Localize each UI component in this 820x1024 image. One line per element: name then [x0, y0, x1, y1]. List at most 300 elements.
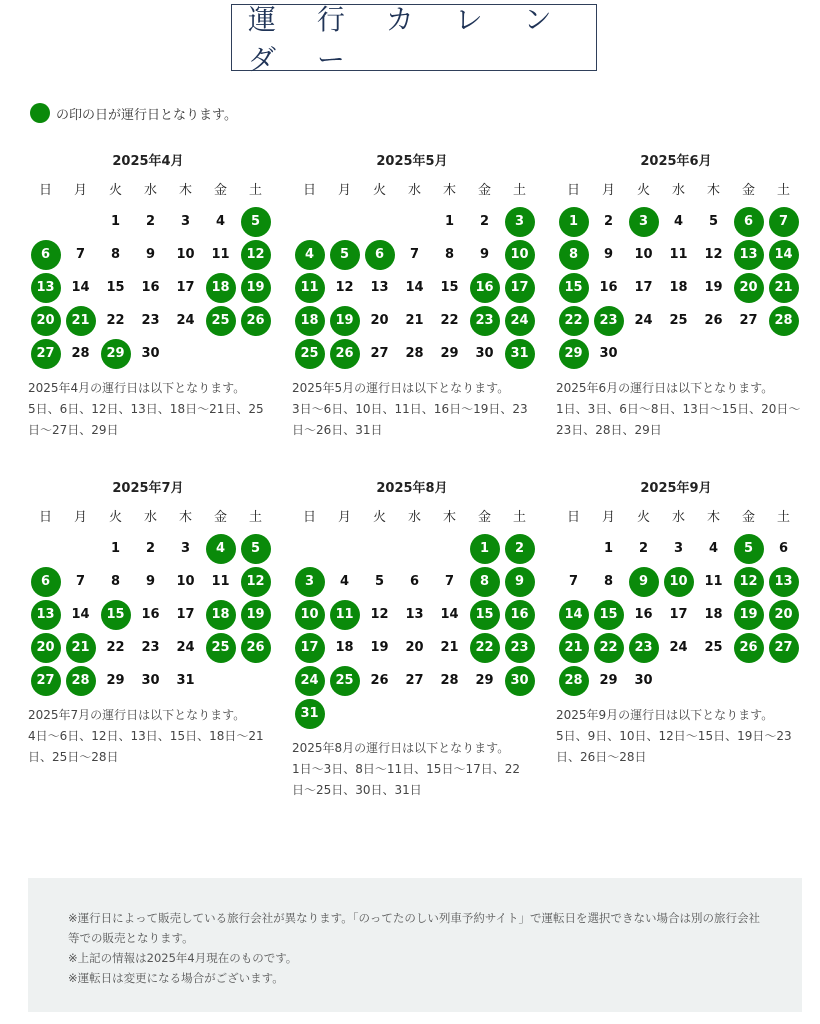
day-cell	[432, 598, 467, 631]
run-days-list: 1日、3日、6日〜8日、13日〜15日、20日〜23日、28日、29日	[556, 402, 801, 437]
day-number: 19	[734, 600, 764, 630]
day-number: 25	[295, 339, 325, 369]
day-cell	[98, 664, 133, 697]
day-grid	[292, 205, 532, 370]
day-cell-run	[591, 304, 626, 337]
day-number: 21	[559, 633, 589, 663]
day-cell-run	[626, 565, 661, 598]
day-number: 2	[603, 214, 614, 229]
day-number: 20	[31, 306, 61, 336]
day-number: 25	[669, 313, 688, 328]
day-cell	[626, 532, 661, 565]
day-cell	[432, 205, 467, 238]
legend-dot-icon	[30, 103, 50, 123]
day-cell-run	[28, 271, 63, 304]
weekday-label: 月	[337, 183, 351, 198]
day-number: 2	[145, 541, 156, 556]
weekday-header	[292, 183, 532, 199]
day-number: 1	[559, 207, 589, 237]
weekday-label: 日	[38, 183, 52, 198]
day-number: 22	[470, 633, 500, 663]
day-number: 26	[241, 306, 271, 336]
day-cell	[591, 532, 626, 565]
day-number: 12	[370, 607, 389, 622]
day-cell	[432, 238, 467, 271]
day-number: 22	[559, 306, 589, 336]
day-number: 30	[141, 346, 160, 361]
day-number: 20	[405, 640, 424, 655]
weekday-label: 金	[213, 510, 227, 525]
weekday-label: 日	[302, 183, 316, 198]
day-number: 24	[505, 306, 535, 336]
day-cell-run	[502, 565, 537, 598]
day-cell-run	[292, 238, 327, 271]
day-cell	[203, 565, 238, 598]
day-cell	[168, 565, 203, 598]
day-cell-run	[556, 664, 591, 697]
day-cell-run	[292, 631, 327, 664]
day-cell-run	[591, 598, 626, 631]
day-cell	[133, 565, 168, 598]
day-cell-run	[203, 304, 238, 337]
day-cell	[696, 631, 731, 664]
day-number: 25	[206, 306, 236, 336]
day-number: 3	[180, 214, 191, 229]
day-number: 9	[505, 567, 535, 597]
day-number: 23	[141, 313, 160, 328]
day-cell	[133, 304, 168, 337]
day-cell-run	[292, 697, 327, 730]
run-days-intro: 2025年9月の運行日は以下となります。	[556, 708, 774, 722]
day-number: 15	[559, 273, 589, 303]
day-cell	[63, 238, 98, 271]
day-cell	[168, 664, 203, 697]
page-title: 運 行 カ レ ン ダ ー	[248, 2, 568, 76]
day-cell-run	[28, 304, 63, 337]
day-cell	[362, 664, 397, 697]
day-number: 10	[634, 247, 653, 262]
day-number: 26	[734, 633, 764, 663]
day-number: 25	[704, 640, 723, 655]
day-cell-run	[556, 271, 591, 304]
day-number: 17	[634, 280, 653, 295]
day-number: 29	[106, 673, 125, 688]
day-cell-run	[556, 598, 591, 631]
day-number: 12	[734, 567, 764, 597]
weekday-label: 月	[73, 183, 87, 198]
day-number: 23	[629, 633, 659, 663]
day-number: 18	[206, 273, 236, 303]
day-cell-run	[661, 565, 696, 598]
day-number: 3	[673, 541, 684, 556]
day-number: 3	[180, 541, 191, 556]
day-cell	[591, 205, 626, 238]
weekday-label: 月	[337, 510, 351, 525]
day-number: 12	[241, 240, 271, 270]
day-grid	[28, 532, 268, 697]
day-number: 13	[734, 240, 764, 270]
day-number: 9	[629, 567, 659, 597]
day-number: 4	[339, 574, 350, 589]
day-number: 19	[241, 273, 271, 303]
day-cell-run	[238, 532, 273, 565]
day-number: 17	[295, 633, 325, 663]
day-cell-run	[28, 337, 63, 370]
day-cell	[731, 304, 766, 337]
day-number: 10	[505, 240, 535, 270]
day-number: 23	[505, 633, 535, 663]
day-cell-run	[327, 598, 362, 631]
day-number: 3	[505, 207, 535, 237]
month-calendar	[556, 480, 796, 768]
weekday-label: 土	[512, 510, 526, 525]
day-cell	[661, 532, 696, 565]
weekday-label: 木	[442, 510, 456, 525]
weekday-header	[28, 510, 268, 526]
run-days-note	[28, 705, 273, 768]
day-number: 9	[479, 247, 490, 262]
weekday-header	[292, 510, 532, 526]
weekday-label: 水	[143, 183, 157, 198]
day-cell-run	[502, 238, 537, 271]
weekday-label: 水	[143, 510, 157, 525]
weekday-label: 日	[566, 183, 580, 198]
day-cell	[397, 598, 432, 631]
day-cell-run	[98, 337, 133, 370]
day-number: 19	[241, 600, 271, 630]
weekday-label: 水	[407, 510, 421, 525]
run-days-note	[292, 738, 537, 801]
day-cell	[467, 337, 502, 370]
day-cell-run	[731, 565, 766, 598]
run-days-intro: 2025年5月の運行日は以下となります。	[292, 381, 510, 395]
day-number: 16	[470, 273, 500, 303]
day-number: 3	[295, 567, 325, 597]
day-number: 10	[176, 247, 195, 262]
day-number: 30	[141, 673, 160, 688]
day-number: 28	[769, 306, 799, 336]
day-cell-empty	[63, 532, 98, 565]
day-number: 14	[71, 607, 90, 622]
run-days-note	[28, 378, 273, 441]
day-cell	[626, 664, 661, 697]
day-number: 13	[405, 607, 424, 622]
day-cell-empty	[432, 532, 467, 565]
day-cell	[467, 664, 502, 697]
day-cell	[696, 205, 731, 238]
day-cell	[98, 631, 133, 664]
day-cell-run	[327, 238, 362, 271]
month-calendar	[292, 480, 532, 801]
day-number: 28	[71, 346, 90, 361]
day-cell	[696, 532, 731, 565]
day-number: 6	[734, 207, 764, 237]
day-cell-run	[502, 598, 537, 631]
day-cell-run	[731, 631, 766, 664]
day-cell-run	[292, 304, 327, 337]
day-number: 6	[31, 240, 61, 270]
footer-note: ※運行日によって販売している旅行会社が異なります。「のってたのしい列車予約サイト」で運転日を選択できない場合は別の旅行会社等での販売となります。	[68, 911, 761, 945]
day-cell	[661, 205, 696, 238]
day-cell	[168, 304, 203, 337]
day-cell	[327, 631, 362, 664]
day-number: 13	[31, 600, 61, 630]
day-number: 9	[603, 247, 614, 262]
month-calendar	[292, 153, 532, 441]
run-days-note	[556, 705, 801, 768]
weekday-label: 火	[636, 510, 650, 525]
day-cell-empty	[28, 532, 63, 565]
day-cell	[766, 532, 801, 565]
day-cell	[133, 238, 168, 271]
run-days-list: 3日〜6日、10日、11日、16日〜19日、23日〜26日、31日	[292, 402, 528, 437]
day-number: 1	[470, 534, 500, 564]
day-cell	[397, 631, 432, 664]
day-number: 8	[444, 247, 455, 262]
day-number: 24	[176, 313, 195, 328]
day-cell	[556, 565, 591, 598]
day-cell	[133, 532, 168, 565]
weekday-label: 火	[108, 183, 122, 198]
day-number: 20	[31, 633, 61, 663]
day-number: 29	[599, 673, 618, 688]
day-number: 26	[704, 313, 723, 328]
run-days-note	[556, 378, 801, 441]
run-days-intro: 2025年6月の運行日は以下となります。	[556, 381, 774, 395]
day-number: 9	[145, 247, 156, 262]
day-cell	[397, 565, 432, 598]
day-cell	[362, 565, 397, 598]
day-cell	[168, 532, 203, 565]
day-cell-empty	[28, 205, 63, 238]
day-cell	[696, 598, 731, 631]
weekday-label: 月	[601, 510, 615, 525]
day-cell-run	[28, 664, 63, 697]
weekday-label: 火	[372, 183, 386, 198]
month-title: 2025年5月	[376, 154, 448, 169]
day-cell-run	[203, 532, 238, 565]
day-cell	[63, 271, 98, 304]
day-cell-empty	[292, 205, 327, 238]
day-cell	[133, 664, 168, 697]
day-cell	[327, 271, 362, 304]
day-cell-run	[766, 238, 801, 271]
day-number: 5	[241, 534, 271, 564]
run-days-list: 5日、6日、12日、13日、18日〜21日、25日〜27日、29日	[28, 402, 264, 437]
day-number: 12	[704, 247, 723, 262]
day-number: 27	[405, 673, 424, 688]
day-grid	[556, 205, 796, 370]
month-title: 2025年6月	[640, 154, 712, 169]
day-cell	[626, 304, 661, 337]
day-number: 22	[106, 313, 125, 328]
day-number: 16	[141, 607, 160, 622]
day-number: 15	[101, 600, 131, 630]
day-number: 11	[669, 247, 688, 262]
run-days-intro: 2025年8月の運行日は以下となります。	[292, 741, 510, 755]
day-cell	[432, 304, 467, 337]
day-cell	[397, 271, 432, 304]
day-cell	[362, 271, 397, 304]
day-cell	[168, 271, 203, 304]
day-cell	[362, 598, 397, 631]
day-number: 4	[215, 214, 226, 229]
day-cell	[168, 205, 203, 238]
day-number: 14	[71, 280, 90, 295]
weekday-label: 木	[706, 510, 720, 525]
day-number: 15	[106, 280, 125, 295]
day-cell-run	[28, 565, 63, 598]
day-number: 21	[66, 306, 96, 336]
day-number: 24	[176, 640, 195, 655]
day-number: 15	[470, 600, 500, 630]
month-title: 2025年4月	[112, 154, 184, 169]
month-title: 2025年8月	[376, 481, 448, 496]
day-number: 5	[374, 574, 385, 589]
day-cell-run	[63, 631, 98, 664]
day-cell-run	[766, 205, 801, 238]
day-number: 13	[769, 567, 799, 597]
day-cell	[63, 337, 98, 370]
day-cell	[661, 271, 696, 304]
day-cell	[98, 238, 133, 271]
day-number: 2	[505, 534, 535, 564]
footer-notes	[28, 878, 802, 1012]
month-title: 2025年9月	[640, 481, 712, 496]
day-cell-run	[502, 304, 537, 337]
day-number: 20	[734, 273, 764, 303]
day-number: 2	[479, 214, 490, 229]
day-number: 19	[704, 280, 723, 295]
day-number: 8	[559, 240, 589, 270]
day-number: 16	[634, 607, 653, 622]
day-number: 30	[475, 346, 494, 361]
weekday-label: 金	[477, 183, 491, 198]
day-cell-run	[292, 565, 327, 598]
legend	[30, 103, 237, 123]
day-number: 5	[734, 534, 764, 564]
day-number: 31	[176, 673, 195, 688]
day-cell-run	[467, 532, 502, 565]
weekday-label: 日	[566, 510, 580, 525]
day-cell-run	[292, 664, 327, 697]
day-cell-run	[362, 238, 397, 271]
day-number: 15	[594, 600, 624, 630]
day-grid	[28, 205, 268, 370]
day-number: 11	[211, 247, 230, 262]
day-cell	[591, 337, 626, 370]
day-number: 7	[409, 247, 420, 262]
day-number: 2	[638, 541, 649, 556]
weekday-label: 火	[372, 510, 386, 525]
day-number: 6	[365, 240, 395, 270]
day-cell	[133, 598, 168, 631]
day-cell	[98, 271, 133, 304]
day-number: 5	[708, 214, 719, 229]
day-number: 14	[405, 280, 424, 295]
day-cell-run	[556, 631, 591, 664]
day-cell-run	[327, 304, 362, 337]
day-number: 31	[505, 339, 535, 369]
weekday-label: 日	[38, 510, 52, 525]
day-cell	[203, 238, 238, 271]
day-number: 7	[769, 207, 799, 237]
day-number: 1	[603, 541, 614, 556]
month-calendar	[556, 153, 801, 441]
day-cell	[397, 664, 432, 697]
day-cell-run	[502, 664, 537, 697]
day-cell	[591, 238, 626, 271]
day-cell	[696, 238, 731, 271]
day-cell-run	[766, 565, 801, 598]
day-number: 13	[370, 280, 389, 295]
weekday-label: 金	[741, 183, 755, 198]
day-number: 6	[778, 541, 789, 556]
day-number: 25	[330, 666, 360, 696]
day-number: 5	[241, 207, 271, 237]
day-number: 1	[110, 541, 121, 556]
day-number: 20	[769, 600, 799, 630]
day-cell-run	[28, 598, 63, 631]
day-cell-run	[467, 598, 502, 631]
weekday-label: 金	[213, 183, 227, 198]
day-cell	[362, 304, 397, 337]
day-grid	[556, 532, 796, 697]
day-number: 23	[594, 306, 624, 336]
weekday-label: 月	[73, 510, 87, 525]
day-cell-run	[626, 205, 661, 238]
day-number: 19	[370, 640, 389, 655]
run-days-note	[292, 378, 537, 441]
day-cell-run	[467, 304, 502, 337]
day-cell-run	[203, 631, 238, 664]
day-number: 21	[66, 633, 96, 663]
weekday-label: 金	[741, 510, 755, 525]
day-number: 25	[206, 633, 236, 663]
day-cell-run	[731, 532, 766, 565]
day-cell-empty	[63, 205, 98, 238]
day-cell	[467, 238, 502, 271]
day-number: 4	[673, 214, 684, 229]
weekday-label: 木	[178, 183, 192, 198]
day-number: 9	[145, 574, 156, 589]
day-cell	[591, 271, 626, 304]
day-cell-run	[238, 271, 273, 304]
day-cell	[63, 565, 98, 598]
day-number: 18	[335, 640, 354, 655]
run-days-list: 4日〜6日、12日、13日、15日、18日〜21日、25日〜28日	[28, 729, 264, 764]
day-cell	[661, 598, 696, 631]
day-grid	[292, 532, 532, 730]
day-number: 28	[559, 666, 589, 696]
day-cell	[432, 337, 467, 370]
day-cell-empty	[362, 205, 397, 238]
day-number: 21	[405, 313, 424, 328]
footer-note: ※上記の情報は2025年4月現在のものです。	[68, 951, 298, 965]
weekday-label: 土	[776, 510, 790, 525]
month-calendar	[28, 153, 268, 441]
day-number: 24	[295, 666, 325, 696]
day-cell	[397, 337, 432, 370]
day-cell-empty	[556, 532, 591, 565]
day-cell-run	[502, 631, 537, 664]
day-number: 27	[31, 666, 61, 696]
title-box	[231, 2, 597, 76]
day-cell-run	[591, 631, 626, 664]
weekday-label: 火	[636, 183, 650, 198]
day-number: 22	[106, 640, 125, 655]
day-number: 1	[110, 214, 121, 229]
